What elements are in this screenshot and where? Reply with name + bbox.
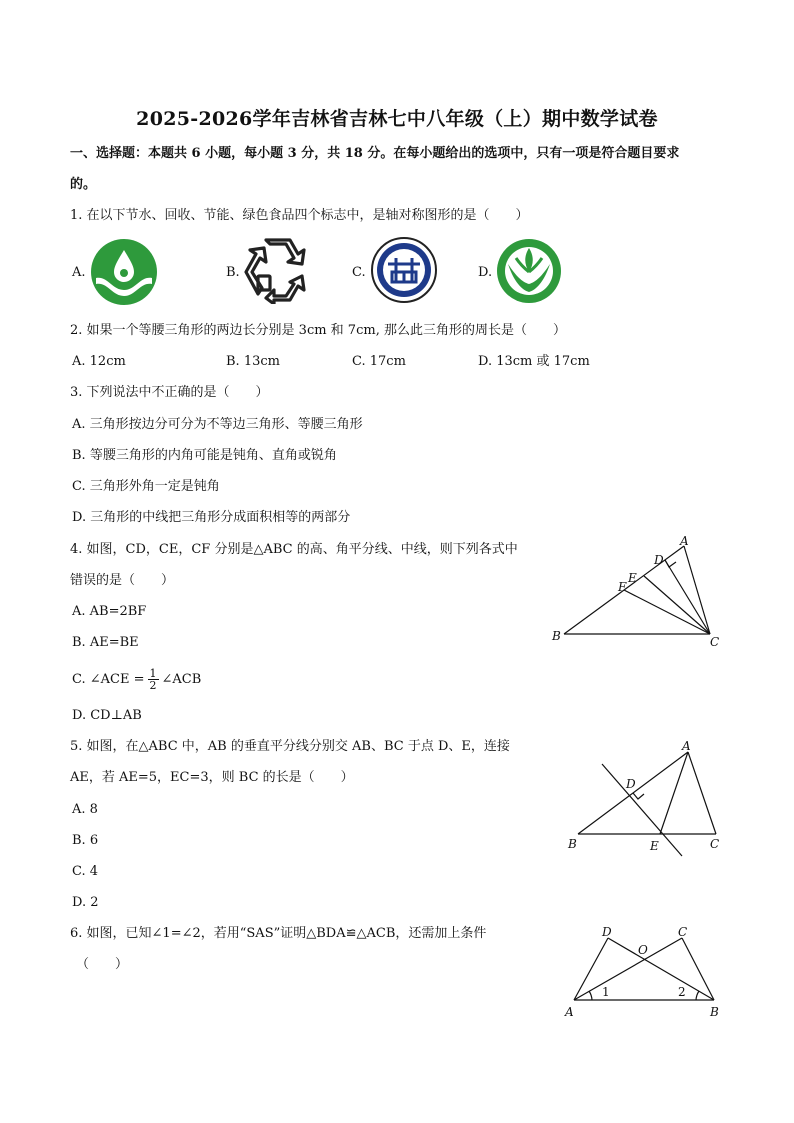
q2-stem: 2. 如果一个等腰三角形的两边长分别是 3cm 和 7cm, 那么此三角形的周长是（ ） <box>70 323 566 338</box>
q4-stem: 4. 如图，CD，CE，CF 分别是△ABC 的高、角平分线、中线，则下列各式中 <box>70 542 518 557</box>
label-d: D <box>626 777 636 791</box>
q4-triangle-figure <box>548 536 728 648</box>
q1-option-d-label: D. <box>478 265 493 280</box>
q3-stem: 3. 下列说法中不正确的是（ ） <box>70 385 269 400</box>
side-ac <box>684 546 710 634</box>
q3-option-b: B. 等腰三角形的内角可能是钝角、直角或锐角 <box>72 448 337 463</box>
label-angle-1: 1 <box>602 985 610 999</box>
q5-option-a: A. 8 <box>72 802 98 817</box>
section-heading-cont: 的。 <box>70 177 97 192</box>
q6-figure <box>562 926 732 1022</box>
label-b: B <box>552 629 561 643</box>
q3-option-c: C. 三角形外角一定是钝角 <box>72 479 220 494</box>
right-angle-mark <box>665 560 676 567</box>
q1-option-a-label: A. <box>72 265 86 280</box>
q4-option-c-prefix: C. ∠ACE = <box>72 672 145 687</box>
q1-stem: 1. 在以下节水、回收、节能、绿色食品四个标志中，是轴对称图形的是（ ） <box>70 208 529 223</box>
label-e: E <box>628 571 637 585</box>
q5-option-b: B. 6 <box>72 833 99 848</box>
recycle-icon <box>244 238 312 304</box>
label-f: F <box>618 580 627 594</box>
q4-option-c <box>72 668 201 691</box>
q3-option-a: A. 三角形按边分可分为不等边三角形、等腰三角形 <box>72 417 363 432</box>
label-b: B <box>568 837 577 851</box>
q1-option-b-label: B. <box>226 265 240 280</box>
q5-triangle-figure <box>562 736 730 860</box>
label-angle-2: 2 <box>678 985 686 999</box>
label-c: C <box>710 837 720 851</box>
q5-stem: 5. 如图，在△ABC 中，AB 的垂直平分线分别交 AB、BC 于点 D、E，连接 <box>70 739 510 754</box>
q5-option-c: C. 4 <box>72 864 99 879</box>
label-a: A <box>682 739 691 753</box>
segment-ae <box>660 752 688 834</box>
q4-option-a: A. AB=2BF <box>72 604 147 619</box>
q4-option-c-suffix: ∠ACB <box>161 672 202 687</box>
q6-stem: 6. 如图，已知∠1=∠2，若用“SAS”证明△BDA≌△ACB，还需加上条件 <box>70 926 487 941</box>
q4-option-c-fraction <box>148 668 159 691</box>
label-c: C <box>710 635 720 648</box>
label-e: E <box>650 839 659 853</box>
q6-stem-cont: （ ） <box>76 957 129 972</box>
label-a: A <box>680 536 689 548</box>
section-heading: 一、选择题：本题共 6 小题，每小题 3 分，共 18 分。在每小题给出的选项中，只有一项是符合题目要求 <box>70 146 680 161</box>
label-o: O <box>638 943 648 957</box>
q3-option-d: D. 三角形的中线把三角形分成面积相等的两部分 <box>72 510 351 525</box>
q1-option-c-label: C. <box>352 265 366 280</box>
q2-option-d: D. 13cm 或 17cm <box>478 354 590 369</box>
q2-option-a: A. 12cm <box>72 354 126 369</box>
q4-option-b: B. AE=BE <box>72 635 139 650</box>
fraction-numerator: 1 <box>149 667 157 680</box>
q2-option-b: B. 13cm <box>226 354 280 369</box>
q5-stem-cont: AE，若 AE=5，EC=3，则 BC 的长是（ ） <box>70 770 354 785</box>
segment-ac <box>574 938 682 1000</box>
label-c: C <box>678 926 688 939</box>
q5-option-d: D. 2 <box>72 895 99 910</box>
water-saving-icon <box>90 238 158 306</box>
label-b: B <box>710 1005 719 1019</box>
perpendicular-bisector <box>602 764 682 856</box>
label-d: D <box>602 926 612 939</box>
q4-stem-cont: 错误的是（ ） <box>70 573 175 588</box>
angle-2-arc <box>696 991 699 1000</box>
angle-1-arc <box>589 991 592 1000</box>
label-d: D <box>654 553 664 567</box>
q2-option-c: C. 17cm <box>352 354 406 369</box>
fraction-denominator: 2 <box>149 679 157 692</box>
right-angle-mark <box>633 793 644 799</box>
energy-saving-icon <box>370 236 438 304</box>
side-ac <box>688 752 716 834</box>
page-title: 2025-2026学年吉林省吉林七中八年级（上）期中数学试卷 <box>136 108 658 130</box>
label-a: A <box>565 1005 574 1019</box>
q4-option-d: D. CD⊥AB <box>72 708 142 723</box>
green-food-icon <box>496 238 562 304</box>
